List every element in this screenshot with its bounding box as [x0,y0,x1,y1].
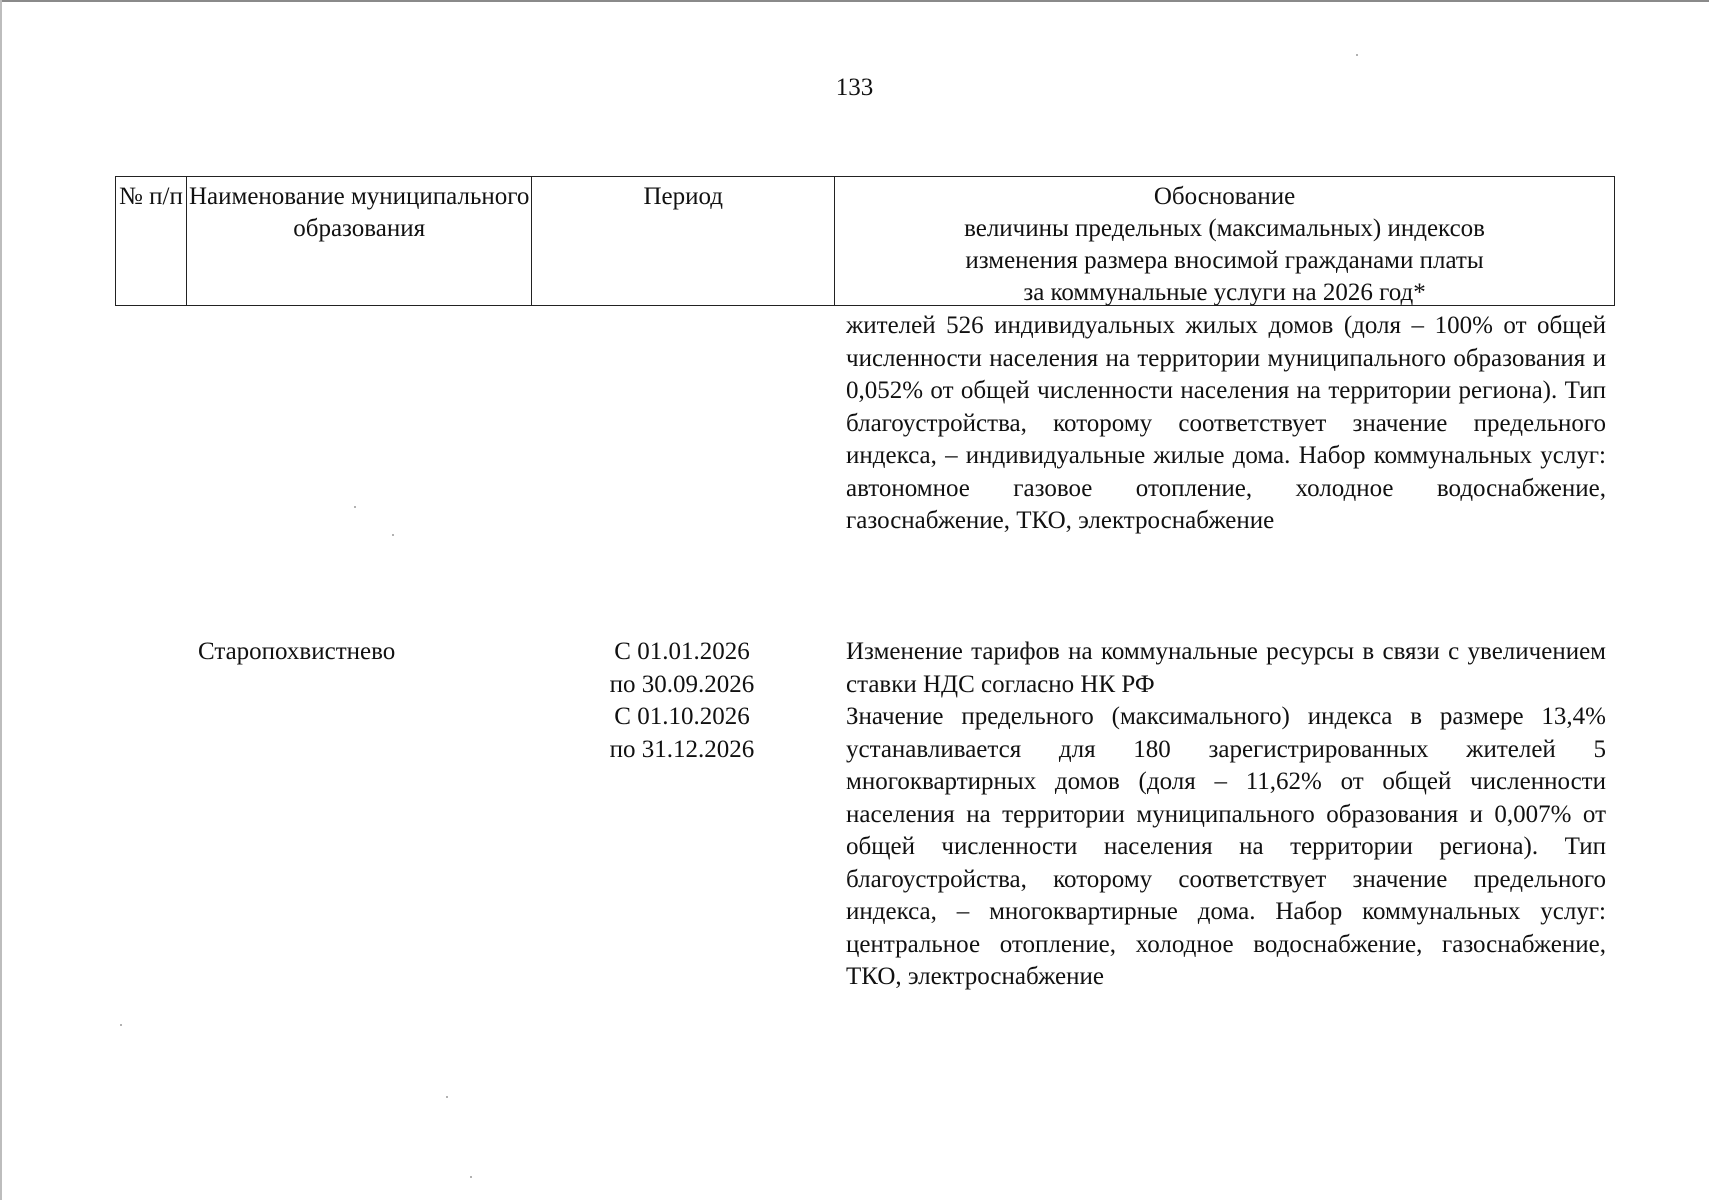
scan-edge-left [0,0,2,1200]
scan-speck [446,1096,448,1098]
header-number-column: № п/п [116,177,187,305]
period-line: по 30.09.2026 [609,670,755,698]
period-line: С 01.01.2026 [614,638,750,665]
scan-speck [470,1176,472,1178]
period-line: С 01.10.2026 [614,703,750,730]
period-line: по 31.12.2026 [609,735,755,763]
scan-speck [354,506,356,508]
header-municipality-column: Наименование муниципального образования [187,177,533,305]
scan-speck [120,1024,122,1026]
scan-speck [392,534,394,536]
header-justification-line: Обоснование [1153,183,1296,210]
scan-speck [1356,54,1358,56]
header-justification-column [835,177,1614,305]
table-header [115,176,1615,306]
justification-paragraph: Значение предельного (максимального) индекса в размере 13,4% устанавливается для 180 зарегистрированных жителей 5 многоквартирных домов (доля – 11,62% от общей численности населения на территории муниципального образования и 0,007% от общей численности населения на территории региона). Тип благоустройства, которому соответствует значение предельного индекса, – многоквартирные дома. Набор коммунальных услуг: центральное отопление, холодное водоснабжение, газоснабжение, ТКО, электроснабжение [846,703,1606,990]
scan-edge-top [0,0,1709,2]
justification-paragraph: Изменение тарифов на коммунальные ресурсы в связи с увеличением ставки НДС согласно НК РФ [846,638,1606,698]
period-cell [560,636,804,766]
header-justification-line: величины предельных (максимальных) индексов [964,215,1485,242]
header-justification-line: изменения размера вносимой гражданами платы [965,247,1484,274]
header-period-column: Период [532,177,835,305]
municipality-name: Старопохвистнево [198,638,396,665]
justification-cell [846,636,1606,994]
continued-justification-text: жителей 526 индивидуальных жилых домов (доля – 100% от общей численности населения на территории муниципального образования и 0,052% от общей численности населения на территории региона). Тип благоустройства, которому соответствует значение предельного индекса, – индивидуальные жилые дома. Набор коммунальных услуг: автономное газовое отопление, холодное водоснабжение, газоснабжение, ТКО, электроснабжение [846,312,1606,534]
header-justification-line: за коммунальные услуги на 2026 год* [1023,279,1426,306]
page-number: 133 [835,74,874,101]
